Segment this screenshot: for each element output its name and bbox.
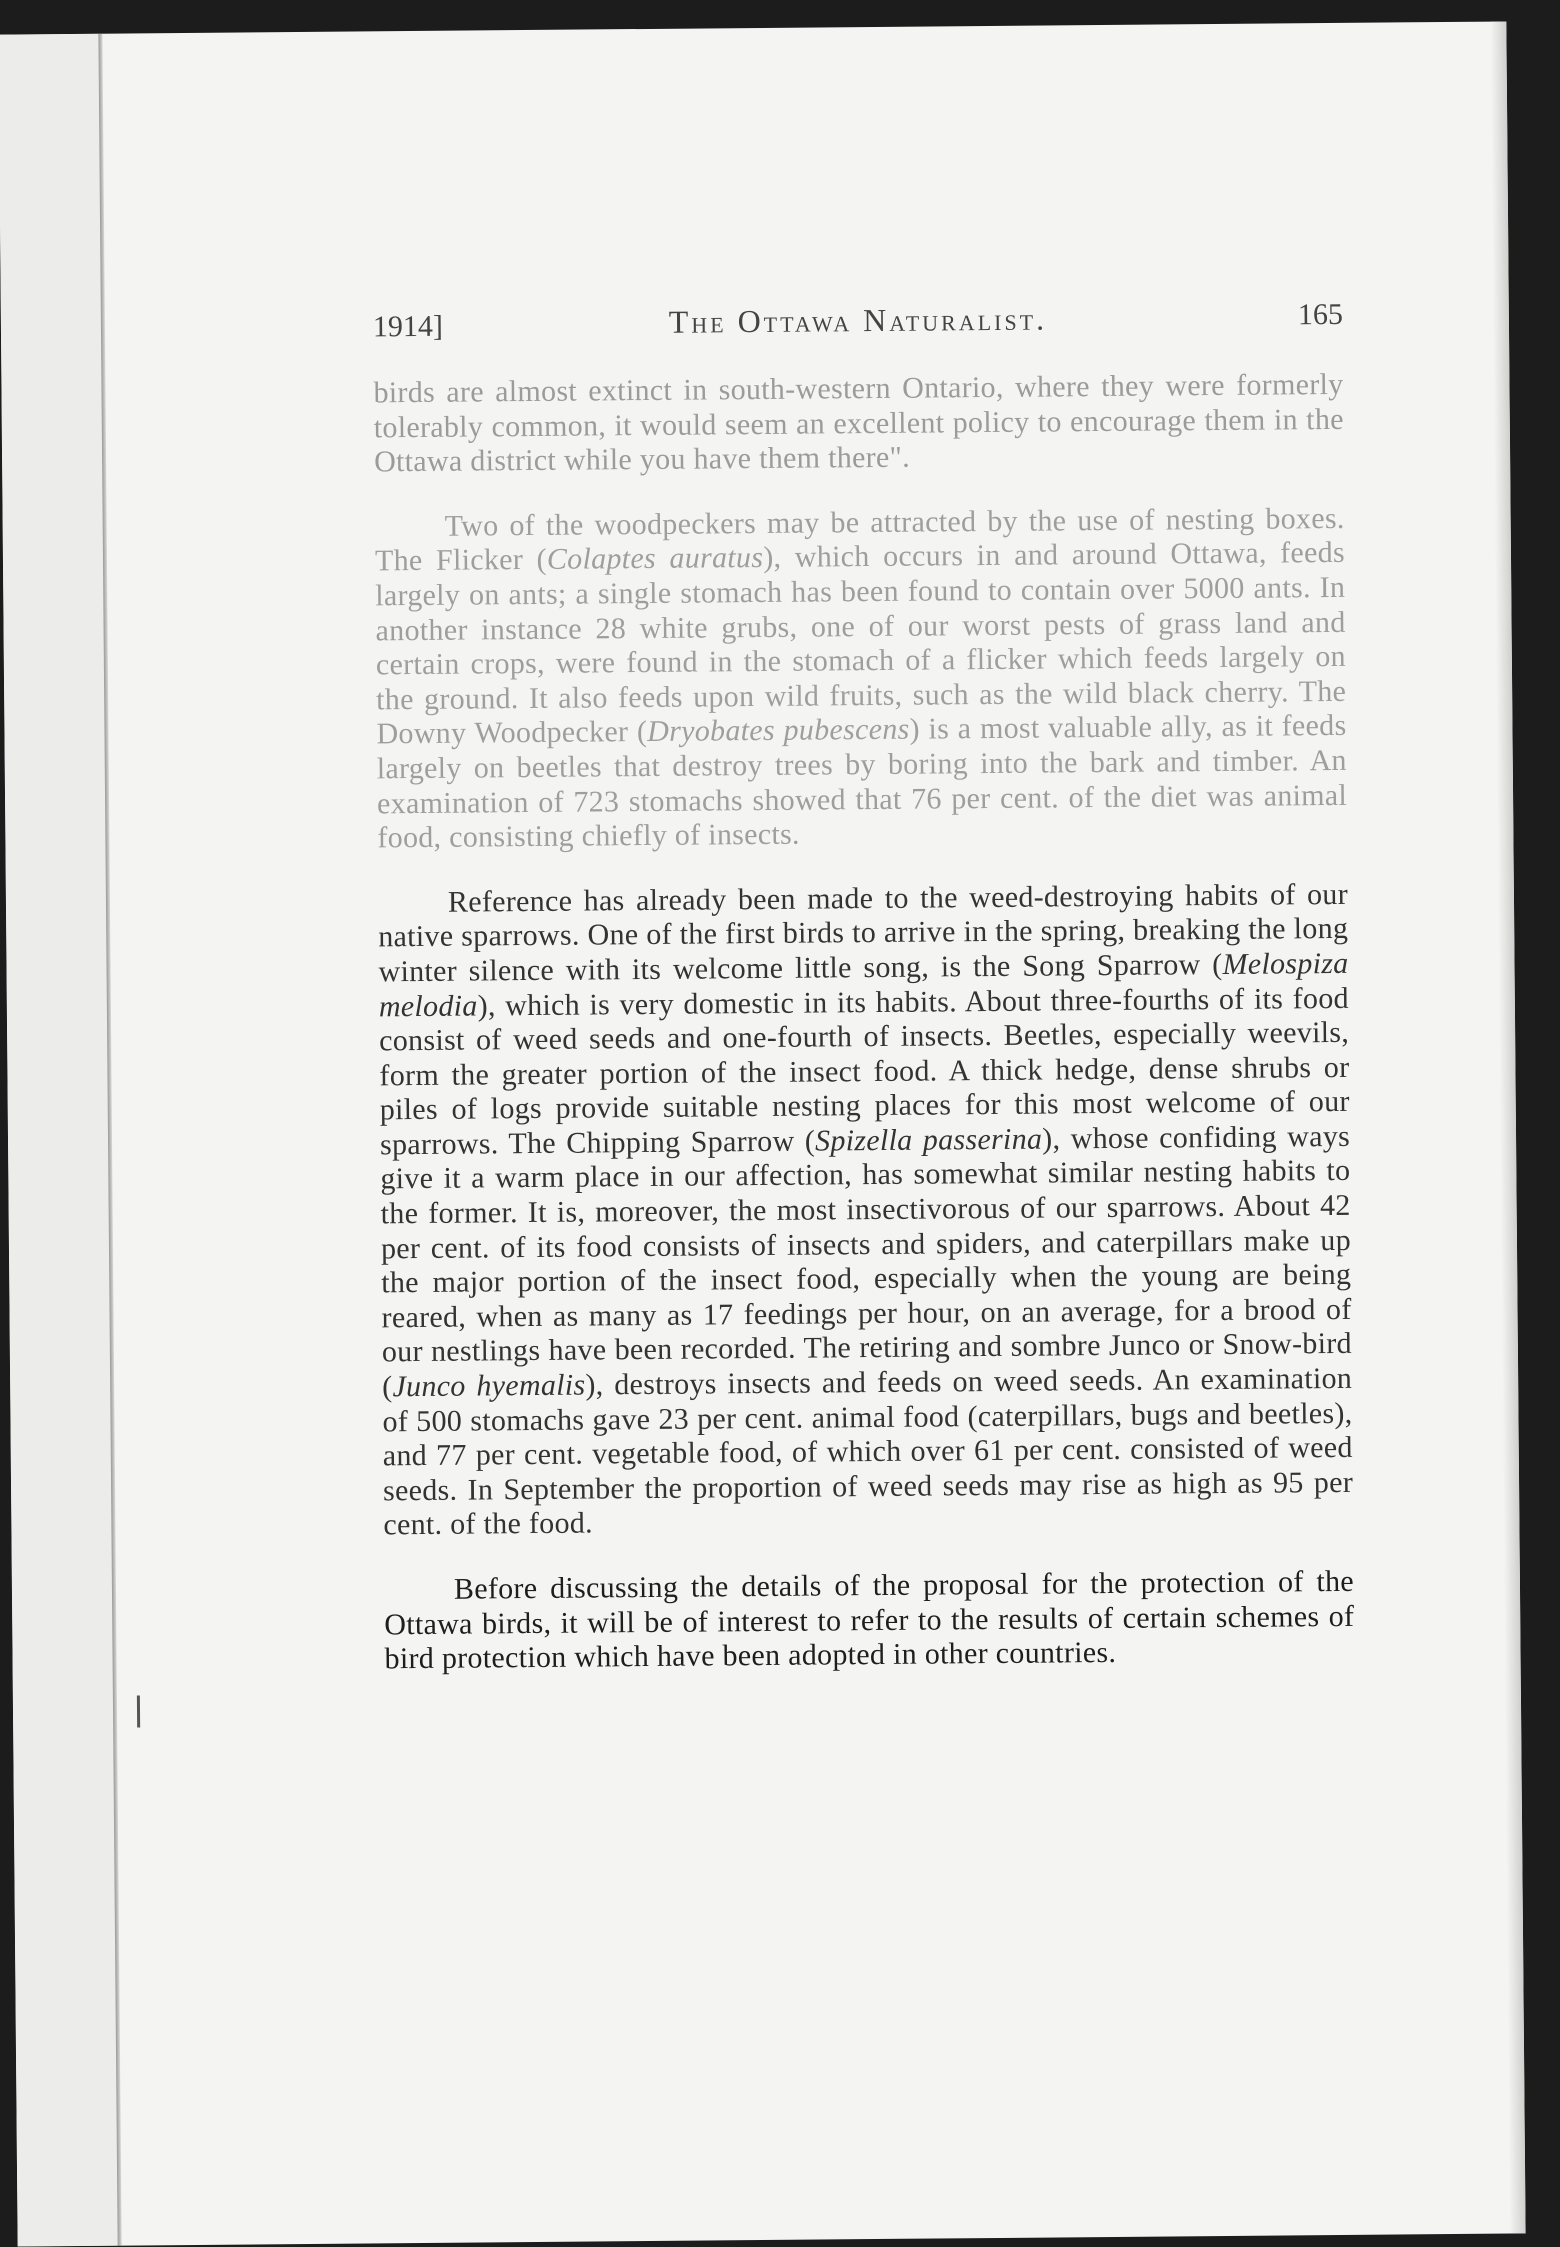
page-content xyxy=(373,298,1355,1707)
scientific-name: Spizella passerina xyxy=(814,1122,1043,1158)
header-year: 1914] xyxy=(372,309,444,344)
paragraph-2 xyxy=(375,502,1348,856)
scientific-name: Dryobates pubescens xyxy=(647,713,910,749)
running-head xyxy=(373,298,1343,352)
paragraph-text: Two of the woodpeckers may be attracted by the use of nesting boxes. The Flicker ( xyxy=(374,501,1345,578)
book-page xyxy=(0,21,1526,2246)
paragraph-4 xyxy=(384,1565,1355,1677)
paragraph-3 xyxy=(378,878,1354,1544)
paragraph-text: ), which is very domestic in its habits. About three-fourths of its food consist of weed seeds and one-fourth of insects. Beetles, especially weevils, form the greater portion of the insect food. A thick hedge, dense shrubs or piles of logs provide suitable nesting places for this most welcome of our sparrows. The Chipping Sparrow ( xyxy=(379,981,1350,1162)
paragraph-text: ) is a most valuable ally, as it feeds largely on beetles that destroy trees by boring into the bark and timber. An examination of 723 stomachs showed that 76 per cent. of the diet was animal food, consisting chiefly of insects. xyxy=(376,709,1348,855)
page-edge-shadow xyxy=(1490,21,1525,2233)
paragraph-text: Before discussing the details of the proposal for the protection of the Ottawa birds, it will be of interest to refer to the results of certain schemes of bird protection which have been adopted in other countries. xyxy=(384,1564,1355,1676)
margin-mark xyxy=(137,1695,140,1727)
paragraph-text: birds are almost extinct in south-western Ontario, where they were formerly tolerably common, it would seem an excellent policy to encourage them in the Ottawa district while you have them there". xyxy=(373,367,1344,479)
scientific-name: Melospiza melodia xyxy=(378,946,1349,1023)
scientific-name: Colaptes auratus xyxy=(546,541,764,577)
page-number: 165 xyxy=(1297,297,1344,332)
paragraph-text: ), destroys insects and feeds on weed seeds. An examination of 500 stomachs gave 23 per cent. animal food (caterpillars, bugs and beetles), and 77 per cent. vegetable food, of which over 61 per cent. consisted of weed seeds. In September the proportion of weed seeds may rise as high as 95 per cent. of the food. xyxy=(382,1361,1354,1542)
paragraph-text: ), whose confiding ways give it a warm place in our affection, has somewhat similar nesting habits to the former. It is, moreover, the most insectivorous of our sparrows. About 42 per cent. of its food consists of insects and spiders, and caterpillars make up the major portion of the insect food, especially when the young are being reared, when as many as 17 feedings per hour, on an average, for a brood of our nestlings have been recorded. The retiring and sombre Junco or Snow-bird ( xyxy=(380,1119,1352,1404)
facing-page-edge xyxy=(0,34,118,2247)
paragraph-1 xyxy=(373,368,1344,480)
paragraph-text: Reference has already been made to the weed-destroying habits of our native sparrows. One of the first birds to arrive in the spring, breaking the long winter silence with its welcome little song, is the Song Sparrow ( xyxy=(378,877,1349,989)
scientific-name: Junco hyemalis xyxy=(392,1368,586,1404)
paragraph-text: ), which occurs in and around Ottawa, feeds largely on ants; a single stomach has been found to contain over 5000 ants. In another instance 28 white grubs, one of our worst pests of grass land and certain crops, were found in the stomach of a flicker which feeds largely on the ground. It also feeds upon wild fruits, such as the wild black cherry. The Downy Woodpecker ( xyxy=(375,536,1347,751)
journal-title: The Ottawa Naturalist. xyxy=(668,300,1048,340)
